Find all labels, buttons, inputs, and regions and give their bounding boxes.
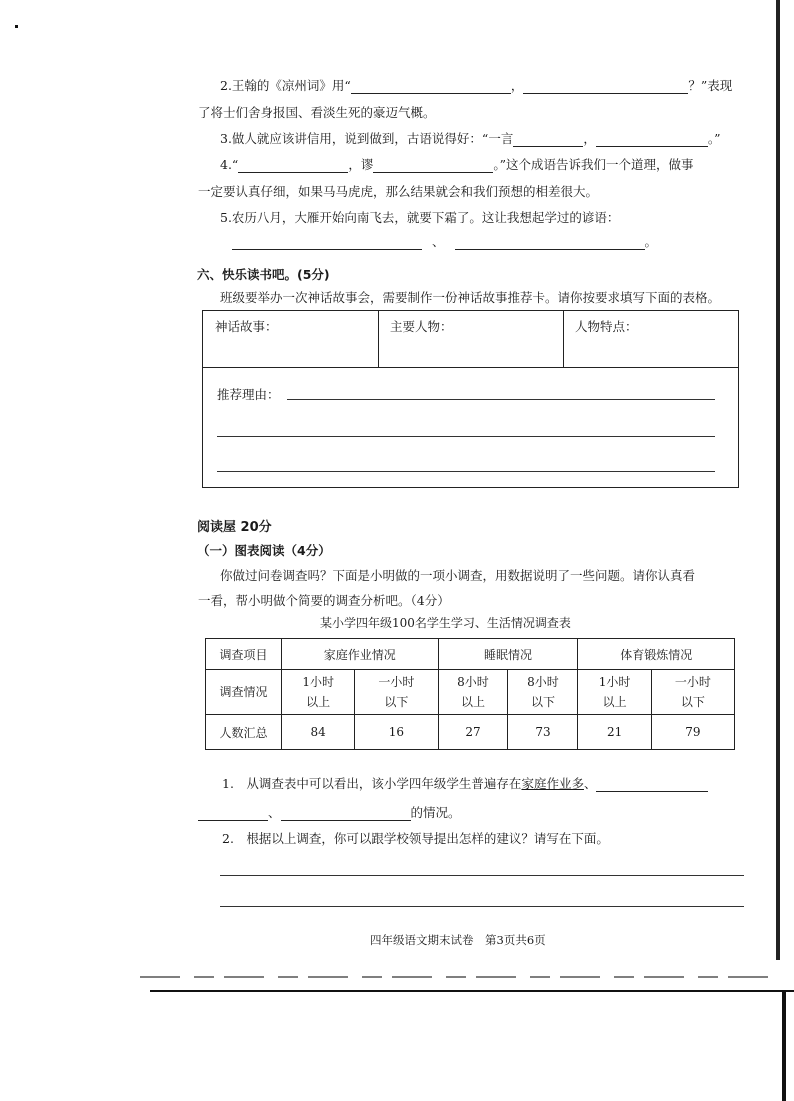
reading-q1-text-c: 、 (268, 805, 281, 820)
reason-line-1[interactable] (287, 399, 715, 400)
card-trait-cell[interactable] (563, 311, 738, 367)
q5-text-c: 。 (644, 234, 658, 249)
count-cell: 73 (508, 715, 578, 750)
card-reason-label: 推荐理由： (217, 387, 280, 402)
row1-label: 调查项目 (206, 639, 282, 670)
q2-line2: 了将士们舍身报国、看淡生死的豪迈气概。 (198, 105, 436, 120)
condition-line: 8小时 (527, 675, 559, 689)
q4-blank-1[interactable] (238, 158, 348, 173)
answer-line-1[interactable] (220, 875, 744, 876)
condition-cell (355, 670, 438, 715)
table-row (206, 639, 735, 670)
q3-text-c: 。” (707, 131, 721, 146)
count-cell: 16 (355, 715, 438, 750)
scan-edge-bottom-right (782, 990, 786, 1101)
reading-q2: 2. 根据以上调查，你可以跟学校领导提出怎样的建议？请写在下面。 (222, 831, 609, 846)
condition-cell (651, 670, 734, 715)
q2-blank-1[interactable] (351, 79, 511, 94)
condition-line: 一小时 (378, 675, 415, 689)
q3-blank-2[interactable] (596, 132, 708, 147)
q3-text-b: ， (583, 131, 596, 146)
condition-line: 以下 (384, 695, 409, 709)
condition-cell (508, 670, 578, 715)
reading-q1-answer: 家庭作业多 (521, 776, 584, 791)
count-cell: 21 (578, 715, 651, 750)
table-row (206, 670, 735, 715)
reading-q1-line1 (222, 774, 708, 792)
q5-line2 (232, 232, 657, 250)
reading-intro-2: 一看，帮小明做个简要的调查分析吧。（4分） (198, 593, 450, 608)
q3-blank-1[interactable] (513, 132, 583, 147)
scan-edge-bottom (150, 990, 794, 992)
condition-cell (578, 670, 651, 715)
q2-line1 (220, 76, 732, 94)
row2-label: 调查情况 (206, 670, 282, 715)
condition-line: 以上 (306, 695, 331, 709)
card-character-label: 主要人物： (390, 319, 453, 334)
answer-line-2[interactable] (220, 906, 744, 907)
reason-line-2[interactable] (217, 436, 715, 437)
page-footer: 四年级语文期末试卷 第3页共6页 (370, 933, 546, 947)
q4-text-c: 。”这个成语告诉我们一个道理，做事 (493, 157, 694, 172)
count-cell: 84 (282, 715, 355, 750)
q2-text-a: 2.王翰的《凉州词》用“ (220, 78, 351, 93)
condition-line: 1小时 (598, 675, 631, 689)
reading-q1-blank-3[interactable] (281, 806, 411, 821)
q4-blank-2[interactable] (373, 158, 493, 173)
q4-text-a: 4.“ (220, 157, 239, 172)
q2-blank-2[interactable] (523, 79, 688, 94)
reading-intro-1: 你做过问卷调查吗？下面是小明做的一项小调查，用数据说明了一些问题。请你认真看 (220, 568, 696, 583)
condition-line: 以下 (530, 695, 555, 709)
count-cell: 27 (438, 715, 508, 750)
condition-line: 以上 (602, 695, 627, 709)
section6-title: 六、快乐读书吧。(5分) (197, 267, 330, 282)
scan-dot (15, 25, 18, 28)
reading-q1-text-a: 1. 从调查表中可以看出，该小学四年级学生普遍存在 (222, 776, 522, 791)
scan-dashes (140, 972, 780, 982)
card-trait-label: 人物特点： (575, 319, 638, 334)
q5-line1: 5.农历八月，大雁开始向南飞去，就要下霜了。这让我想起学过的谚语： (220, 210, 620, 225)
q5-blank-1[interactable] (232, 235, 422, 250)
condition-line: 以上 (460, 695, 485, 709)
card-story-cell[interactable] (203, 311, 379, 367)
reason-line-3[interactable] (217, 471, 715, 472)
reading-q1-blank-2[interactable] (198, 806, 268, 821)
scan-edge-right (776, 0, 780, 960)
reading-q1-blank-1[interactable] (596, 777, 708, 792)
q3-line (220, 129, 720, 147)
condition-line: 8小时 (457, 675, 489, 689)
reading-q1-line2 (198, 803, 461, 821)
group-sleep: 睡眠情况 (438, 639, 578, 670)
survey-table (205, 638, 735, 750)
q5-text-b: 、 (432, 234, 445, 249)
q4-line2: 一定要认真仔细，如果马马虎虎，那么结果就会和我们预想的相差很大。 (198, 184, 599, 199)
group-exercise: 体育锻炼情况 (578, 639, 735, 670)
card-character-cell[interactable] (378, 311, 564, 367)
condition-cell (282, 670, 355, 715)
card-story-label: 神话故事： (215, 319, 278, 334)
count-cell: 79 (651, 715, 734, 750)
q4-line1 (220, 155, 694, 173)
survey-table-title: 某小学四年级100名学生学习、生活情况调查表 (320, 616, 571, 630)
condition-line: 以下 (680, 695, 705, 709)
table-row (206, 715, 735, 750)
group-homework: 家庭作业情况 (282, 639, 439, 670)
q5-blank-2[interactable] (455, 235, 645, 250)
recommend-card (202, 310, 739, 488)
card-divider (203, 367, 738, 368)
reading-sub-title: （一）图表阅读（4分） (197, 543, 331, 558)
q4-text-b: ，谬 (348, 157, 374, 172)
condition-line: 一小时 (674, 675, 711, 689)
reading-title: 阅读屋 20分 (197, 520, 272, 535)
condition-cell (438, 670, 508, 715)
reading-q1-text-b: 、 (583, 776, 597, 791)
section6-intro: 班级要举办一次神话故事会，需要制作一份神话故事推荐卡。请你按要求填写下面的表格。 (220, 290, 721, 305)
row3-label: 人数汇总 (206, 715, 282, 750)
q2-text-b: ， (510, 78, 524, 93)
q3-text-a: 3.做人就应该讲信用，说到做到，古语说得好：“一言 (220, 131, 514, 146)
reading-q1-text-d: 的情况。 (410, 805, 461, 820)
condition-line: 1小时 (302, 675, 334, 689)
q2-text-c: ？”表现 (688, 78, 733, 93)
